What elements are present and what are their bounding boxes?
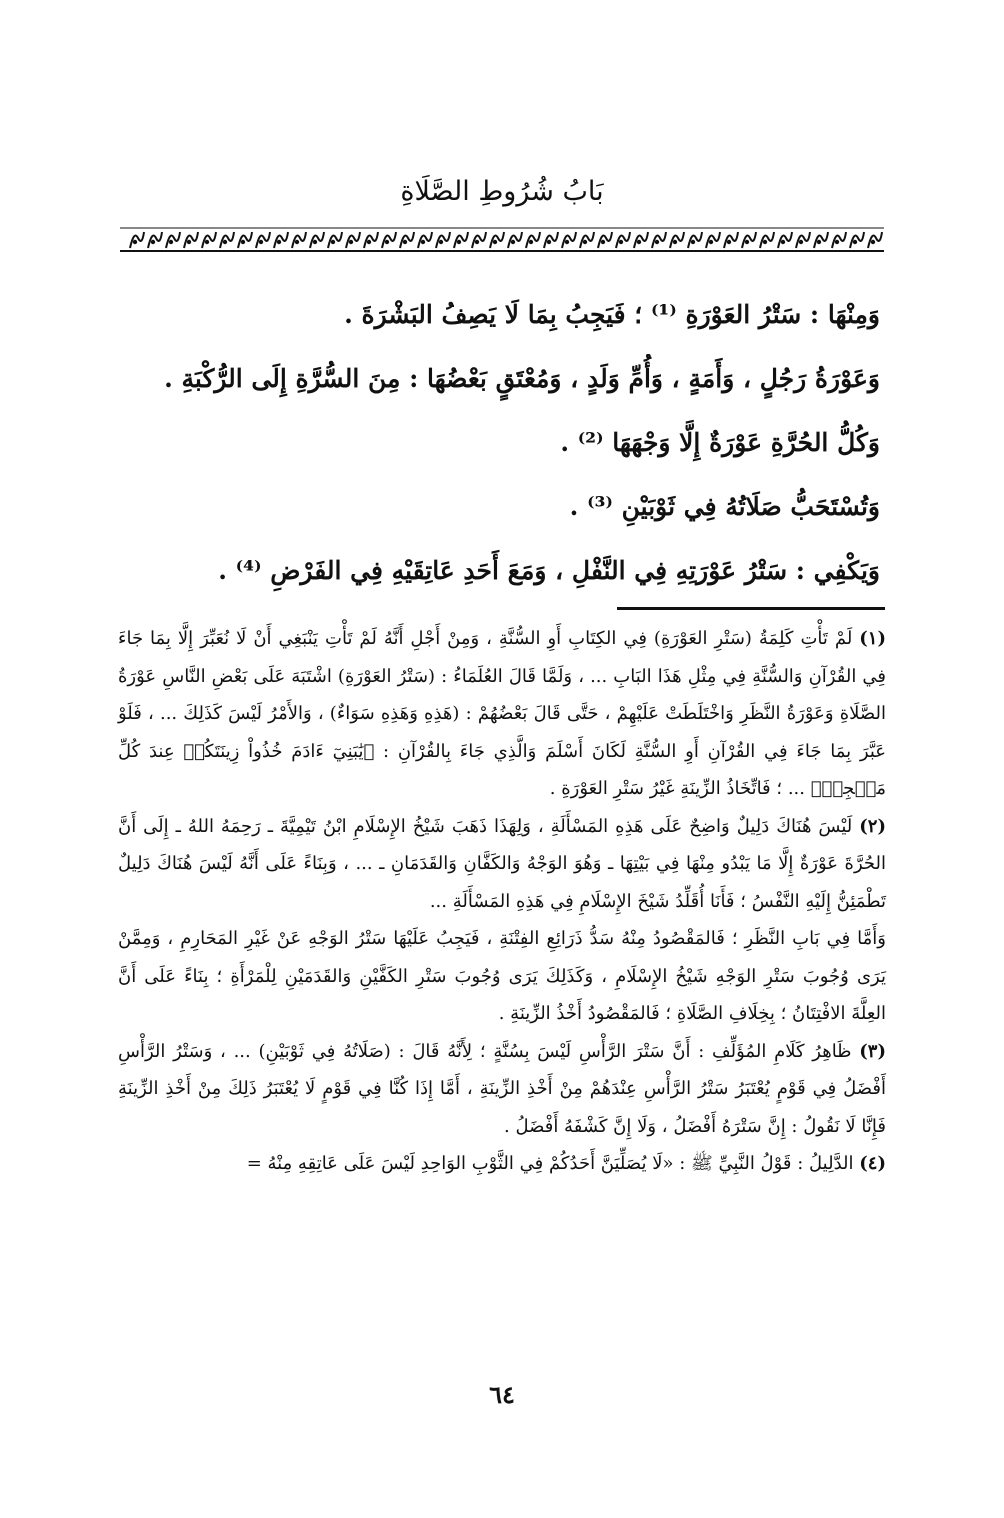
ornament-dot (241, 240, 245, 244)
ornament-dot (421, 240, 425, 244)
ornament-dot (493, 240, 497, 244)
ornament-glyph (526, 232, 540, 248)
ornament-glyph (868, 232, 882, 248)
footnote-number: (١) (859, 628, 886, 649)
ornament-glyph (310, 232, 324, 248)
ornament-glyph (796, 232, 810, 248)
ornament-dot (151, 240, 155, 244)
ornament-glyph (292, 232, 306, 248)
ornament-dot (835, 240, 839, 244)
ornament-dot (817, 240, 821, 244)
ornament-glyph (184, 232, 198, 248)
ornament-dot (367, 240, 371, 244)
ornament-dot (619, 240, 623, 244)
ornament-glyph (202, 232, 216, 248)
ornament-dot (853, 240, 857, 244)
ornament-dot (583, 240, 587, 244)
ornament-dot (871, 240, 875, 244)
ornament-glyph (634, 232, 648, 248)
ornament-glyph (346, 232, 360, 248)
footnote-text: الدَّلِيلُ : قَوْلُ النَّبِيِّ ﷺ : «لَا يُصَلِّيَنَّ أَحَدُكُمْ فِي الثَّوْبِ الوَاحِدِ لَيْسَ عَلَى عَاتِقِهِ مِنْهُ = (246, 1153, 854, 1174)
page-number: ٦٤ (489, 1380, 515, 1409)
ornament-dot (691, 240, 695, 244)
ornament-dot (763, 240, 767, 244)
ornament-dot (475, 240, 479, 244)
ornament-glyph (328, 232, 342, 248)
ornament-glyph (220, 232, 234, 248)
ornament-dot (799, 240, 803, 244)
footnote (118, 620, 886, 808)
ornament-glyph (364, 232, 378, 248)
ornament-dot (601, 240, 605, 244)
ornament-dot (511, 240, 515, 244)
footnote-text: وَأَمَّا فِي بَابِ النَّظَرِ ؛ فَالمَقْصُودُ مِنْهُ سَدُّ ذَرَائِعِ الفِتْنَةِ ، فَيَجِبُ عَلَيْهَا سَتْرُ الوَجْهِ عَنْ غَيْرِ المَحَارِمِ ، وَمِمَّنْ يَرَى وُجُوبَ سَتْرِ الوَجْهِ شَيْخُ الإِسْلَامِ ، وَكَذَلِكَ يَرَى وُجُوبَ سَتْرِ الكَفَّيْنِ وَالقَدَمَيْنِ لِلْمَرْأَةِ ؛ بِنَاءً عَلَى أَنَّ العِلَّةَ الافْتِتَانُ ؛ بِخِلَافِ الصَّلَاةِ ؛ فَالمَقْصُودُ أَخْذُ الزِّينَةِ . (118, 928, 886, 1024)
ornament-dot (349, 240, 353, 244)
ornament-glyph (454, 232, 468, 248)
footnote-number: (٢) (859, 815, 886, 837)
ornament-glyph (778, 232, 792, 248)
ornament-glyph (742, 232, 756, 248)
ornament-dot (673, 240, 677, 244)
ornament-dot (727, 240, 731, 244)
ornament-glyph (706, 232, 720, 248)
ornament-glyph (508, 232, 522, 248)
ornament-dot (403, 240, 407, 244)
ornament-glyph (166, 232, 180, 248)
main-text-line: وَعَوْرَةُ رَجُلٍ ، وَأَمَةٍ ، وَأُمِّ وَلَدٍ ، وَمُعْتَقٍ بَعْضُهَا : مِنَ السُّرَّةِ إِلَى الرُّكْبَةِ . (164, 364, 880, 393)
ornament-dot (709, 240, 713, 244)
footnote (118, 808, 886, 921)
ornament-glyph (670, 232, 684, 248)
ornament-dot (457, 240, 461, 244)
ornament-glyph (850, 232, 864, 248)
footnote-text: لَيْسَ هُنَاكَ دَلِيلٌ وَاضِحٌ عَلَى هَذِهِ المَسْأَلَةِ ، وَلِهَذَا ذَهَبَ شَيْخُ الإِسْلَامِ ابْنُ تَيْمِيَّةَ ـ رَحِمَهُ اللهُ ـ إِلَى أَنَّ الحُرَّةَ عَوْرَةٌ إِلَّا مَا يَبْدُو مِنْهَا فِي بَيْتِهَا ـ وَهُوَ الوَجْهُ وَالكَفَّانِ وَالقَدَمَانِ ـ ... ، وَبِنَاءً عَلَى أَنَّهُ لَيْسَ هُنَاكَ دَلِيلٌ تَطْمَئِنُّ إِلَيْهِ النَّفْسُ ؛ فَأَنَا أُقَلِّدُ شَيْخَ الإِسْلَامِ فِي هَذِهِ المَسْأَلَةِ ... (118, 815, 886, 912)
footnote-number: (٣) (859, 1040, 886, 1062)
ornament-glyph (472, 232, 486, 248)
ornament-dot (187, 240, 191, 244)
ornament-glyph (238, 232, 252, 248)
ornament-dot (745, 240, 749, 244)
ornament-dot (313, 240, 317, 244)
ornament-dot (259, 240, 263, 244)
ornament-dot (169, 240, 173, 244)
footnotes-block (118, 620, 886, 1183)
ornament-glyph (616, 232, 630, 248)
ornament-glyph (832, 232, 846, 248)
main-text-block (120, 290, 880, 610)
footnote-text: لَمْ تَأْتِ كَلِمَةُ (سَتْرِ العَوْرَةِ) فِي الكِتَابِ أَوِ السُّنَّةِ ، وَمِنْ أَجْلِ أَنَّهُ لَمْ تَأْتِ يَنْبَغِي أَنْ لَا نُعَبِّرَ إِلَّا بِمَا جَاءَ فِي القُرْآنِ وَالسُّنَّةِ فِي مِثْلِ هَذَا البَابِ ... ، وَلَمَّا قَالَ العُلَمَاءُ : (سَتْرُ العَوْرَةِ) اشْتَبَهَ عَلَى بَعْضِ النَّاسِ عَوْرَةُ الصَّلَاةِ وَعَوْرَةُ النَّظَرِ وَاخْتَلَطَتْ عَلَيْهِمْ ، حَتَّى قَالَ بَعْضُهُمْ : (هَذِهِ وَهَذِهِ سَوَاءٌ) ، وَالأَمْرُ لَيْسَ كَذَلِكَ ... ، فَلَوْ عَبَّرَ بِمَا جَاءَ فِي القُرْآنِ أَوِ السُّنَّةِ لَكَانَ أَسْلَمَ وَالَّذِي جَاءَ بِالقُرْآنِ : ﴿يَٰبَنِيٓ ءَادَمَ خُذُواْ زِينَتَكُمۡ عِندَ كُلِّ مَسۡجِدٖ﴾ ... ؛ فَاتِّخَاذُ الزِّينَةِ غَيْرُ سَتْرِ العَوْرَةِ . (118, 628, 886, 799)
ornament-dot (385, 240, 389, 244)
ornament-glyph (274, 232, 288, 248)
ornament-glyph (688, 232, 702, 248)
footnote (118, 1145, 886, 1183)
ornament-dot (295, 240, 299, 244)
ornament-dot (529, 240, 533, 244)
ornament-glyph (256, 232, 270, 248)
ornament-dot (781, 240, 785, 244)
ornament-glyph (382, 232, 396, 248)
footnote-continuation (118, 920, 886, 1033)
ornament-dot (133, 240, 137, 244)
ornament-glyph (652, 232, 666, 248)
ornament-dot (637, 240, 641, 244)
ornament-dot (277, 240, 281, 244)
ornament-glyph (598, 232, 612, 248)
main-text-line: وَمِنْهَا : سَتْرُ العَوْرَةِ ⁽¹⁾ ؛ فَيَجِبُ بِمَا لَا يَصِفُ البَشْرَةَ . (344, 300, 880, 329)
ornament-dot (439, 240, 443, 244)
ornament-dot (205, 240, 209, 244)
ornament-dot (565, 240, 569, 244)
ornament-glyph (760, 232, 774, 248)
ornament-glyph (490, 232, 504, 248)
ornament-glyph (544, 232, 558, 248)
footnote-text: ظَاهِرُ كَلَامِ المُؤَلِّفِ : أَنَّ سَتْرَ الرَّأْسِ لَيْسَ بِسُنَّةٍ ؛ لِأَنَّهُ قَالَ : (صَلَاتُهُ فِي ثَوْبَيْنِ) ... ، وَسَتْرُ الرَّأْسِ أَفْضَلُ فِي قَوْمٍ يُعْتَبَرُ سَتْرُ الرَّأْسِ عِنْدَهُمْ مِنْ أَخْذِ الزِّينَةِ ، أَمَّا إِذَا كُنَّا فِي قَوْمٍ لَا يُعْتَبَرُ ذَلِكَ مِنْ أَخْذِ الزِّينَةِ فَإِنَّا لَا نَقُولُ : إِنَّ سَتْرَهُ أَفْضَلُ ، وَلَا إِنَّ كَشْفَهُ أَفْضَلُ . (118, 1040, 886, 1137)
ornament-glyph (148, 232, 162, 248)
main-text-line: وَتُسْتَحَبُّ صَلَاتُهُ فِي ثَوْبَيْنِ ⁽³⁾ . (569, 492, 880, 521)
ornament-dot (331, 240, 335, 244)
ornament-glyph (418, 232, 432, 248)
main-text-line: وَيَكْفِي : سَتْرُ عَوْرَتِهِ فِي النَّفْلِ ، وَمَعَ أَحَدِ عَاتِقَيْهِ فِي الفَرْضِ ⁽⁴⁾ . (218, 556, 880, 585)
chapter-title: بَابُ شُرُوطِ الصَّلَاةِ (400, 176, 604, 207)
ornament-dot (547, 240, 551, 244)
ornament-glyph (724, 232, 738, 248)
decorative-border-ornament (120, 224, 884, 254)
footnote (118, 1033, 886, 1146)
footnote-separator (617, 607, 885, 610)
ornament-glyph (436, 232, 450, 248)
ornament-glyph (400, 232, 414, 248)
ornament-glyph (130, 232, 144, 248)
ornament-dot (655, 240, 659, 244)
ornament-glyph (580, 232, 594, 248)
ornament-glyph (814, 232, 828, 248)
ornament-dot (223, 240, 227, 244)
ornament-glyph (562, 232, 576, 248)
main-text-line: وَكُلُّ الحُرَّةِ عَوْرَةٌ إِلَّا وَجْهَهَا ⁽²⁾ . (560, 428, 880, 457)
footnote-number: (٤) (859, 1153, 886, 1174)
